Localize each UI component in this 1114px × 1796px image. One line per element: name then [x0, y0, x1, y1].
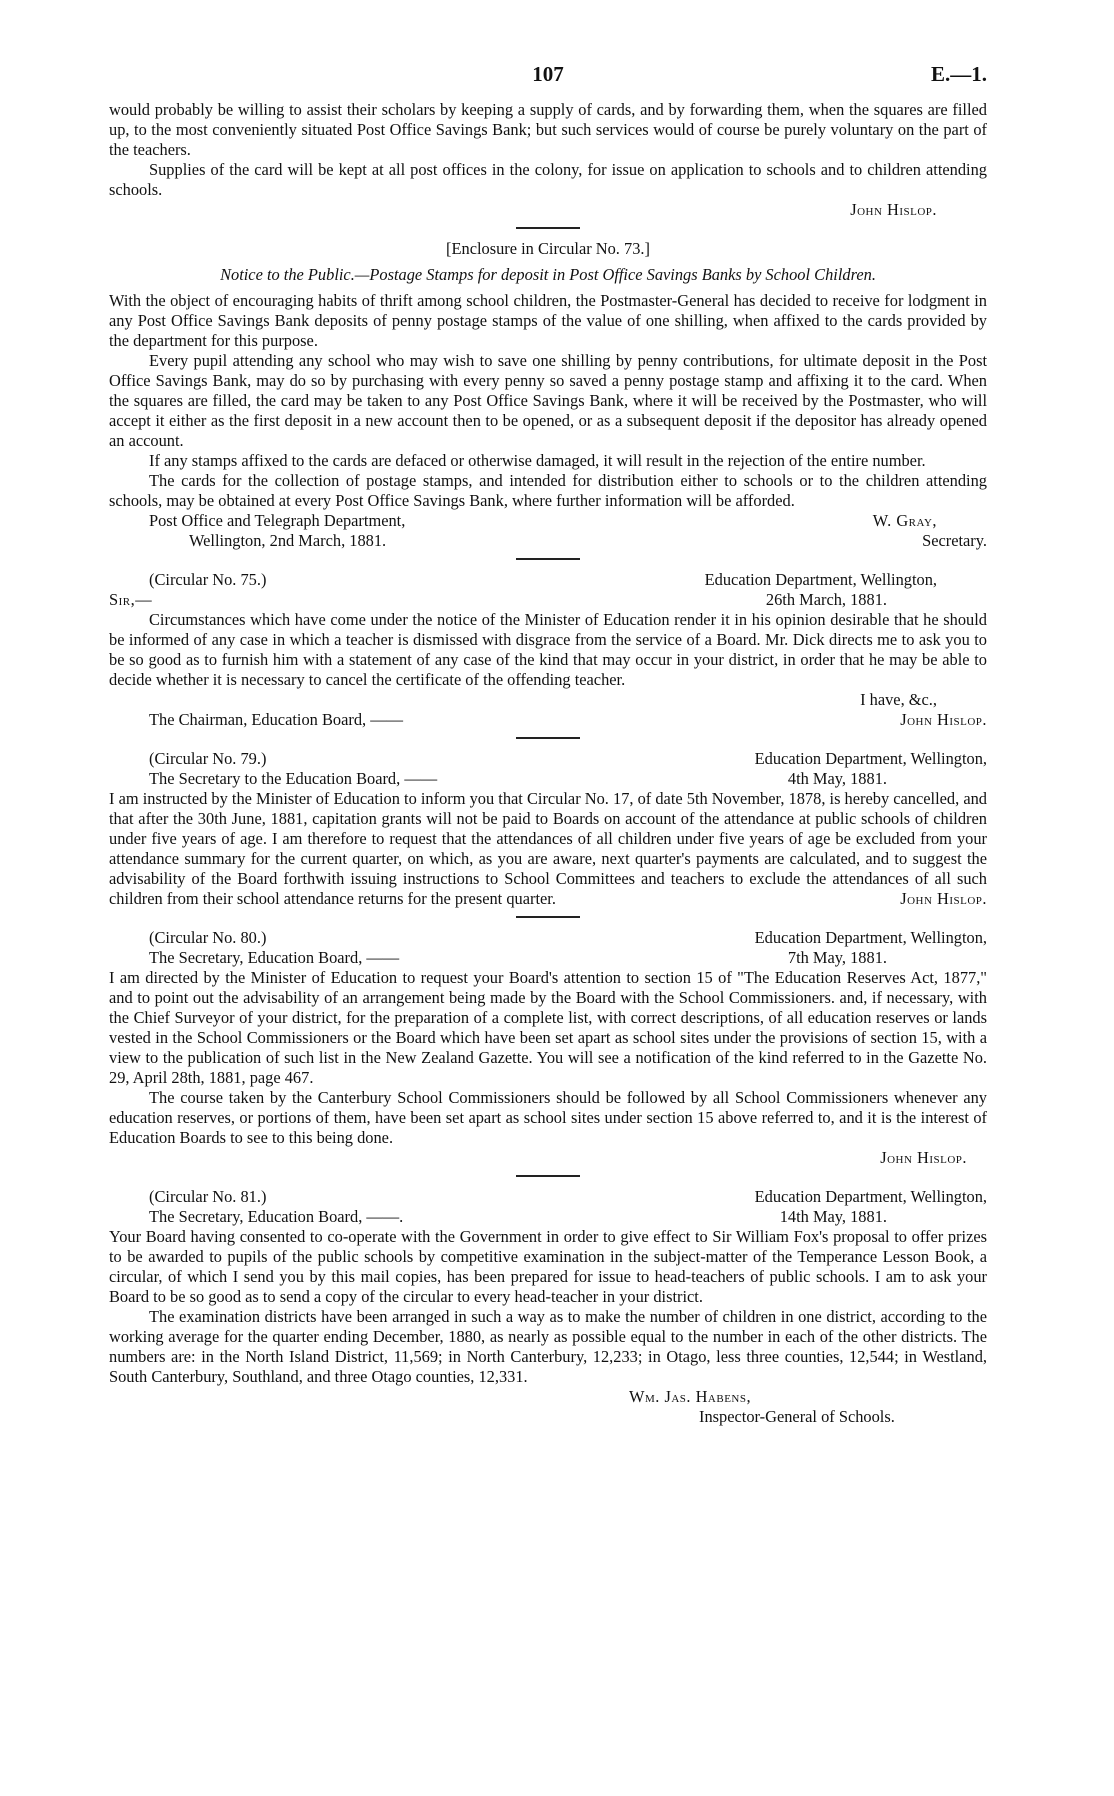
notice-title: Notice to the Public.—Postage Stamps for deposit in Post Office Savings Banks by School Children. — [220, 265, 876, 284]
notice-paragraph-4: The cards for the collection of postage stamps, and intended for distribution either to schools or to the children attending schools, may be obtained at every Post Office Savings Bank, where further information will be afforded. — [109, 471, 987, 510]
circular-80-signature: John Hislop. — [880, 1148, 967, 1167]
notice-signature-row-1 — [109, 511, 987, 531]
notice-dept: Post Office and Telegraph Department, — [149, 511, 406, 530]
notice-paragraph-1: With the object of encouraging habits of thrift among school children, the Postmaster-General has decided to receive for lodgment in any Post Office Savings Bank deposits of penny postage stamps of the value of one shilling, when affixed to the cards provided by the department for this purpose. — [109, 291, 987, 350]
divider — [516, 737, 580, 739]
circular-81-body-2: The examination districts have been arranged in such a way as to make the number of children in one district, according to the working average for the quarter ending December, 1880, as nearly as possible equal to the number in each of the other districts. The numbers are: in the North Island District, 11,569; in North Canterbury, 12,233; in Otago, less three counties, 12,544; in Westland, South Canterbury, Southland, and three Otago counties, 12,331. — [109, 1307, 987, 1386]
document-code: E.—1. — [930, 62, 987, 86]
circular-80-date: 7th May, 1881. — [787, 948, 887, 967]
divider — [516, 916, 580, 918]
circular-79-label: (Circular No. 79.) — [149, 749, 267, 768]
circular-79-header — [109, 749, 987, 769]
divider — [516, 227, 580, 229]
circular-80-label: (Circular No. 80.) — [149, 928, 267, 947]
paragraph-supplies: Supplies of the card will be kept at all post offices in the colony, for issue on application to schools and to children attending schools. — [109, 160, 987, 199]
circular-81-signature-title: Inspector-General of Schools. — [699, 1407, 895, 1426]
notice-signer-title: Secretary. — [922, 531, 987, 550]
circular-80-addressee: The Secretary, Education Board, —— — [149, 948, 400, 967]
circular-81-addressee: The Secretary, Education Board, ——. — [149, 1207, 404, 1226]
signature-hislop-1: John Hislop. — [850, 200, 937, 219]
divider — [516, 1175, 580, 1177]
circular-81-header — [109, 1187, 987, 1207]
circular-79-row — [109, 769, 987, 789]
circular-75-closing: I have, &c., — [860, 690, 937, 709]
circular-79-dept: Education Department, Wellington, — [754, 749, 987, 768]
circular-81-row — [109, 1207, 987, 1227]
notice-paragraph-2: Every pupil attending any school who may wish to save one shilling by penny contributions, for ultimate deposit in the Post Office Savings Bank, may do so by purchasing with every penny so saved a penny postage stamp and affixing it to the card. When the squares are filled, the card may be taken to any Post Office Savings Bank, where it will be received by the Postmaster, who will accept it either as the first deposit in a new account then to be opened, or as a subsequent deposit if the depositor has already opened an account. — [109, 351, 987, 450]
circular-81-label: (Circular No. 81.) — [149, 1187, 267, 1206]
notice-date: Wellington, 2nd March, 1881. — [189, 531, 387, 550]
circular-75-row — [109, 590, 987, 610]
circular-80-body-1: I am directed by the Minister of Education to request your Board's attention to section 15 of "The Education Reserves Act, 1877," and to point out the advisability of an arrangement being made by the Board with the School Commissioners. and, if necessary, with the Chief Surveyor of your district, for the preparation of a complete list, with correct descriptions, of all education reserves or lands vested in the School Commissioners or the Board which have been set apart as school sites under the provisions of section 15, with a view to the publication of such list in the New Zealand Gazette. You will see a notification of the kind referred to in the Gazette No. 29, April 28th, 1881, page 467. — [109, 968, 987, 1087]
circular-79-addressee: The Secretary to the Education Board, —— — [149, 769, 438, 788]
circular-75-salutation: Sir,— — [109, 590, 153, 609]
circular-81-body-1: Your Board having consented to co-operate with the Government in order to give effect to Sir William Fox's proposal to offer prizes to be awarded to pupils of the public schools by competitive examination in the subject-matter of the Temperance Lesson Book, a circular, of which I send you by this mail copies, has been prepared for issue to head-teachers of public schools. I am to ask your Board to be so good as to send a copy of the circular to every head-teacher in your district. — [109, 1227, 987, 1306]
circular-79-body: I am instructed by the Minister of Education to inform you that Circular No. 17, of date 5th November, 1878, is hereby cancelled, and that after the 30th June, 1881, capitation grants will not be paid to Boards on account of the attendance at public schools of children under five years of age. I am therefore to request that the attendances of all children under five years of age be excluded from your attendance summary for the current quarter, on which, as you are aware, next quarter's payments are calculated, and to suggest the advisability of the Board forthwith issuing instructions to School Committees and teachers to exclude the attendances of all such children from their school attendance returns for the present quarter. — [109, 789, 987, 908]
circular-79-signature: John Hislop. — [900, 889, 987, 908]
circular-81-date: 14th May, 1881. — [779, 1207, 887, 1226]
circular-75-date: 26th March, 1881. — [765, 590, 887, 609]
page-header — [109, 60, 987, 100]
circular-79-date: 4th May, 1881. — [787, 769, 887, 788]
circular-80-row — [109, 948, 987, 968]
circular-80-dept: Education Department, Wellington, — [754, 928, 987, 947]
circular-81-signature: Wm. Jas. Habens, — [629, 1387, 752, 1406]
circular-75-label: (Circular No. 75.) — [149, 570, 267, 589]
circular-75-addressee: The Chairman, Education Board, —— — [149, 710, 403, 729]
paragraph-continuation: would probably be willing to assist their scholars by keeping a supply of cards, and by forwarding them, when the squares are filled up, to the most conveniently situated Post Office Savings Bank; but such services would of course be purely voluntary on the part of the teachers. — [109, 100, 987, 159]
circular-81-dept: Education Department, Wellington, — [754, 1187, 987, 1206]
circular-75-header — [109, 570, 987, 590]
notice-signer: W. Gray, — [872, 511, 937, 530]
notice-signature-row-2 — [109, 531, 987, 551]
enclosure-heading: [Enclosure in Circular No. 73.] — [446, 239, 650, 258]
circular-75-signature: John Hislop. — [900, 710, 987, 729]
circular-80-body-2: The course taken by the Canterbury School Commissioners should be followed by all School Commissioners whenever any education reserves, or portions of them, have been set apart as school sites under section 15 above referred to, and it is the interest of Education Boards to see to this being done. — [109, 1088, 987, 1147]
divider — [516, 558, 580, 560]
circular-80-header — [109, 928, 987, 948]
page-number: 107 — [532, 62, 564, 86]
notice-paragraph-3: If any stamps affixed to the cards are defaced or otherwise damaged, it will result in the rejection of the entire number. — [149, 451, 926, 470]
circular-75-dept: Education Department, Wellington, — [704, 570, 937, 589]
circular-75-body: Circumstances which have come under the notice of the Minister of Education render it in his opinion desirable that he should be informed of any case in which a teacher is dismissed with disgrace from the service of a Board. Mr. Dick directs me to ask you to be so good as to furnish him with a statement of any case of the kind that may occur in your district, in order that he may be able to decide whether it is necessary to cancel the certificate of the offending teacher. — [109, 610, 987, 689]
circular-75-sign-row — [109, 710, 987, 730]
document-page — [109, 60, 987, 1427]
